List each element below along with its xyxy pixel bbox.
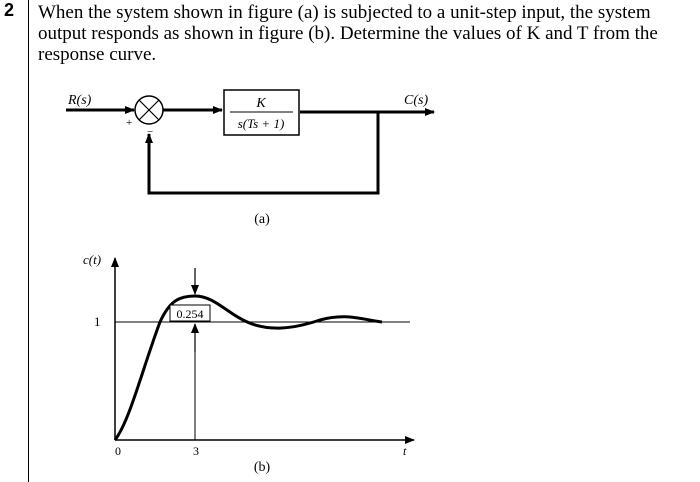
block-denominator: s(Ts + 1) [237,116,285,131]
block-numerator: K [256,96,266,111]
summing-minus-sign: − [147,126,154,138]
y-axis-label: c(t) [83,252,102,267]
figure-b-caption: (b) [253,460,271,475]
step-response-plot [83,252,414,475]
overshoot-label: 0.254 [176,307,204,321]
response-curve [115,296,382,440]
x-axis-label: t [403,444,407,458]
y-tick-label-1: 1 [94,314,101,329]
question-number: 2 [4,0,15,20]
summing-plus-sign: + [126,117,133,129]
x-tick-label-0: 0 [115,444,121,458]
block-diagram [66,90,434,227]
figure-a-caption: (a) [254,212,270,227]
question-text: When the system shown in figure (a) is subjected to a unit-step input, the system output responds as shown in figure (b). Determine the values of K and T from the response curve. [38,2,658,65]
input-label: R(s) [68,93,92,108]
x-tick-label-peak: 3 [193,444,199,458]
output-label: C(s) [404,93,429,108]
